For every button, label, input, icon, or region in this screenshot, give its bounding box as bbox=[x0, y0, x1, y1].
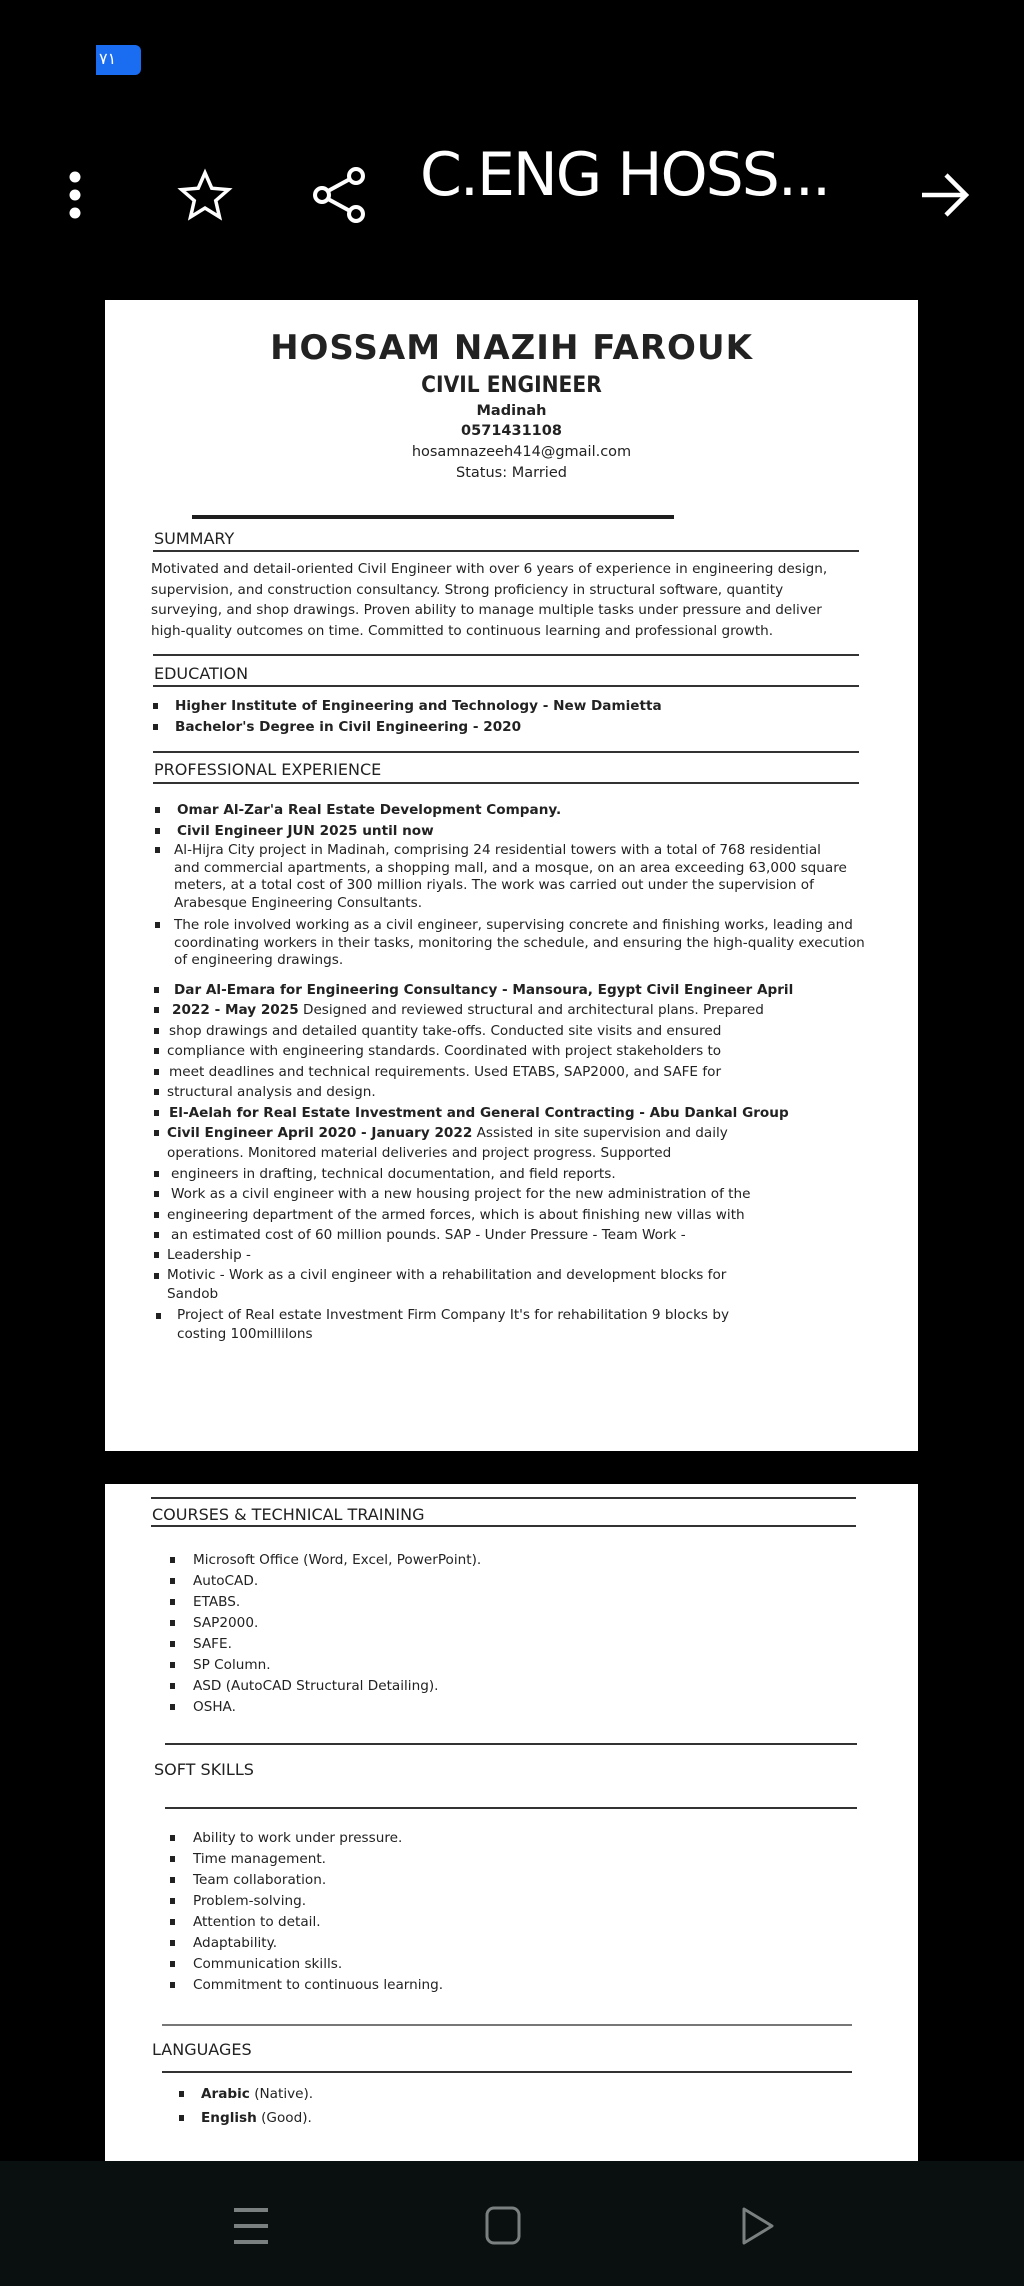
bullet-icon bbox=[170, 1704, 175, 1710]
experience-line: Motivic - Work as a civil engineer with a rehabilitation and development blocks for Sandob bbox=[154, 1266, 894, 1304]
bullet-icon bbox=[170, 1835, 175, 1841]
document-page-1 bbox=[105, 300, 918, 1451]
section-divider bbox=[151, 1497, 856, 1499]
resume-phone: 0571431108 bbox=[461, 423, 562, 439]
bullet-icon bbox=[170, 1578, 175, 1584]
section-divider bbox=[153, 654, 859, 656]
experience-line: operations. Monitored material deliveries and project progress. Supported bbox=[167, 1145, 672, 1161]
experience-line: meet deadlines and technical requirements. Used ETABS, SAP2000, and SAFE for bbox=[154, 1062, 894, 1083]
language-item: English (Good). bbox=[179, 2108, 679, 2129]
soft-skill-item-text: Time management. bbox=[193, 1851, 326, 1867]
section-divider bbox=[162, 2071, 852, 2073]
course-item bbox=[170, 1655, 770, 1676]
course-item-text: SAFE. bbox=[193, 1636, 232, 1652]
education-heading: EDUCATION bbox=[154, 664, 249, 683]
bullet-icon bbox=[170, 1898, 175, 1904]
soft-skill-item-text: Adaptability. bbox=[193, 1935, 278, 1951]
bullet-icon bbox=[170, 1599, 175, 1605]
bullet-icon bbox=[170, 1856, 175, 1862]
favorite-button[interactable] bbox=[170, 140, 240, 250]
resume-name: HOSSAM NAZIH FAROUK bbox=[270, 328, 753, 368]
soft-skill-item bbox=[170, 1849, 770, 1870]
soft-skill-item bbox=[170, 1933, 770, 1954]
course-item-text: OSHA. bbox=[193, 1699, 236, 1715]
document-toolbar bbox=[0, 140, 1024, 250]
bullet-icon bbox=[170, 1620, 175, 1626]
experience-company: Omar Al-Zar'a Real Estate Development Company. bbox=[155, 800, 875, 821]
share-button[interactable] bbox=[305, 140, 375, 250]
soft-skill-item-text: Communication skills. bbox=[193, 1956, 343, 1972]
course-item bbox=[170, 1676, 770, 1697]
course-item bbox=[170, 1550, 770, 1571]
course-item bbox=[170, 1613, 770, 1634]
share-icon bbox=[311, 165, 369, 225]
bullet-icon bbox=[170, 1919, 175, 1925]
summary-text bbox=[151, 559, 891, 641]
course-item-text: Microsoft Office (Word, Excel, PowerPoint). bbox=[193, 1552, 482, 1568]
bullet-icon bbox=[170, 1877, 175, 1883]
experience-line: shop drawings and detailed quantity take-offs. Conducted site visits and ensured bbox=[154, 1021, 894, 1042]
resume-status: Status: Married bbox=[456, 465, 567, 481]
back-icon bbox=[739, 2206, 777, 2246]
course-item-text: ETABS. bbox=[193, 1594, 241, 1610]
experience-line: Project of Real estate Investment Firm Company It's for rehabilitation 9 blocks by costing 100millilons bbox=[154, 1306, 894, 1344]
document-page-2 bbox=[105, 1484, 918, 2161]
status-badge: ٧١ bbox=[96, 45, 141, 75]
bullet-icon bbox=[170, 1683, 175, 1689]
experience-line: Work as a civil engineer with a new housing project for the new administration of the bbox=[154, 1184, 894, 1205]
course-item bbox=[170, 1634, 770, 1655]
experience-company: El-Aelah for Real Estate Investment and General Contracting - Abu Dankal Group bbox=[154, 1103, 894, 1124]
experience-line: Civil Engineer April 2020 - January 2022 Assisted in site supervision and daily bbox=[154, 1123, 894, 1144]
section-divider bbox=[153, 550, 859, 552]
section-divider bbox=[162, 2024, 852, 2026]
experience-bullet: The role involved working as a civil engineer, supervising concrete and finishing works, leading and coordinating workers in their tasks, monitoring the schedule, and ensuring the high-quality execution of engineering drawings. bbox=[155, 917, 915, 970]
experience-line: an estimated cost of 60 million pounds. SAP - Under Pressure - Team Work - bbox=[154, 1225, 894, 1246]
bullet-icon bbox=[170, 1641, 175, 1647]
star-icon bbox=[177, 167, 233, 223]
course-item-text: SAP2000. bbox=[193, 1615, 259, 1631]
course-item bbox=[170, 1592, 770, 1613]
back-button[interactable] bbox=[723, 2191, 793, 2261]
experience-bullet: Al-Hijra City project in Madinah, comprising 24 residential towers with a total of 768 residential and commercial apartments, a shopping mall, and a mosque, on an area exceeding 63,000 square meters, at a total cost of 300 million riyals. The work was carried out under the supervision of Arabesque Engineering Consultants. bbox=[155, 842, 895, 912]
bullet-icon bbox=[170, 1557, 175, 1563]
education-item: Bachelor's Degree in Civil Engineering - 2020 bbox=[153, 717, 853, 738]
recent-apps-icon bbox=[233, 2206, 269, 2246]
experience-line: engineers in drafting, technical documentation, and field reports. bbox=[154, 1164, 894, 1185]
arrow-right-icon bbox=[920, 172, 970, 218]
resume-email: hosamnazeeh414@gmail.com bbox=[411, 444, 632, 460]
next-button[interactable] bbox=[910, 140, 980, 250]
courses-heading: COURSES & TECHNICAL TRAINING bbox=[152, 1505, 425, 1524]
bullet-icon bbox=[170, 1940, 175, 1946]
soft-skill-item bbox=[170, 1891, 770, 1912]
experience-line: Leadership - bbox=[154, 1245, 894, 1266]
soft-skill-item bbox=[170, 1954, 770, 1975]
section-divider bbox=[151, 1525, 856, 1527]
course-item-text: AutoCAD. bbox=[193, 1573, 259, 1589]
section-divider bbox=[165, 1743, 857, 1745]
course-item bbox=[170, 1571, 770, 1592]
bullet-icon bbox=[170, 1961, 175, 1967]
experience-line: 2022 - May 2025 Designed and reviewed structural and architectural plans. Prepared bbox=[154, 1000, 894, 1021]
section-divider bbox=[153, 751, 859, 753]
home-icon bbox=[485, 2206, 523, 2246]
summary-line: Motivated and detail-oriented Civil Engineer with over 6 years of experience in engineering design, bbox=[151, 561, 828, 577]
document-title: C.ENG HOSS... bbox=[420, 140, 830, 210]
soft-skill-item-text: Problem-solving. bbox=[193, 1893, 307, 1909]
soft-skill-item bbox=[170, 1870, 770, 1891]
soft-skill-item bbox=[170, 1912, 770, 1933]
experience-role: Civil Engineer JUN 2025 until now bbox=[155, 821, 875, 842]
header-divider bbox=[192, 515, 674, 519]
course-item-text: ASD (AutoCAD Structural Detailing). bbox=[193, 1678, 439, 1694]
soft-skill-item-text: Team collaboration. bbox=[193, 1872, 327, 1888]
experience-line: engineering department of the armed forces, which is about finishing new villas with bbox=[154, 1205, 894, 1226]
bullet-icon bbox=[170, 1982, 175, 1988]
course-item-text: SP Column. bbox=[193, 1657, 271, 1673]
soft-skill-item-text: Attention to detail. bbox=[193, 1914, 321, 1930]
summary-heading: SUMMARY bbox=[154, 529, 235, 548]
experience-heading: PROFESSIONAL EXPERIENCE bbox=[154, 760, 382, 779]
more-options-button[interactable] bbox=[55, 140, 95, 250]
summary-line: supervision, and construction consultancy. Strong proficiency in structural software, quantity bbox=[151, 581, 784, 598]
resume-title: CIVIL ENGINEER bbox=[421, 373, 602, 398]
summary-line: surveying, and shop drawings. Proven ability to manage multiple tasks under pressure and deliver bbox=[151, 602, 822, 618]
soft-skills-heading: SOFT SKILLS bbox=[154, 1760, 254, 1779]
system-navigation-bar bbox=[0, 2161, 1024, 2286]
summary-line: high-quality outcomes on time. Committed to continuous learning and professional growth. bbox=[151, 622, 774, 639]
soft-skill-item-text: Commitment to continuous learning. bbox=[193, 1977, 444, 1993]
course-item bbox=[170, 1697, 770, 1718]
experience-company: Dar Al-Emara for Engineering Consultancy - Mansoura, Egypt Civil Engineer April bbox=[154, 980, 894, 1001]
experience-line: compliance with engineering standards. Coordinated with project stakeholders to bbox=[154, 1041, 894, 1062]
resume-location: Madinah bbox=[476, 403, 547, 419]
recent-apps-button[interactable] bbox=[216, 2191, 286, 2261]
bullet-icon bbox=[170, 1662, 175, 1668]
section-divider bbox=[165, 1807, 857, 1809]
section-divider bbox=[153, 685, 859, 687]
education-item: Higher Institute of Engineering and Technology - New Damietta bbox=[153, 696, 853, 717]
more-vertical-icon bbox=[68, 170, 82, 220]
language-item: Arabic (Native). bbox=[179, 2084, 679, 2105]
experience-line: structural analysis and design. bbox=[154, 1082, 894, 1103]
languages-heading: LANGUAGES bbox=[152, 2040, 252, 2059]
soft-skill-item bbox=[170, 1828, 770, 1849]
soft-skill-item bbox=[170, 1975, 770, 1996]
section-divider bbox=[153, 782, 859, 784]
soft-skill-item-text: Ability to work under pressure. bbox=[193, 1830, 403, 1846]
home-button[interactable] bbox=[469, 2191, 539, 2261]
